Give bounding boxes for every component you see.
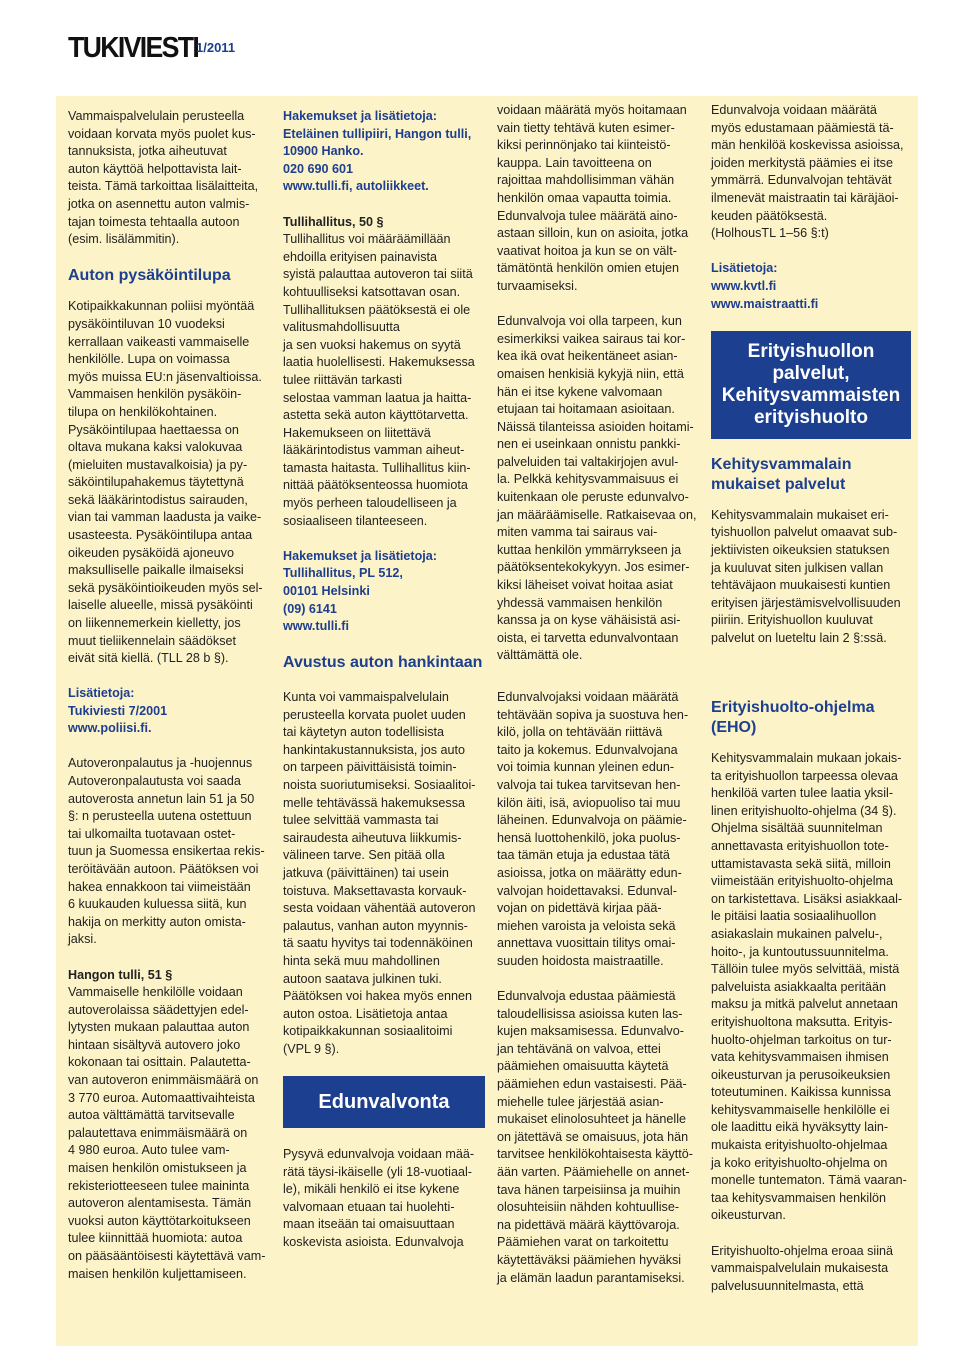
paragraph: Kunta voi vammaispalvelulain perusteella korvata puolet uuden tai käytetyn auton todellisista hankintakustannuksista, jos auto on tarpeen päivittäisistä toimin- noista suoriutumiseksi. Sosiaalitoi- melle tehtävässä hakemuksessa tulee selvittää vammasta tai sairaudesta aiheutuva liikkumis- välineen tarve. Sen pitää olla jatkuva (päivittäinen) tai usein toistuva. Maksettavasta korvauk- sesta voidaan vähentää autoveron palautus, vanhan auton myynnis- tä saatu hyvitys tai todennäköinen hinta sekä muu mahdollinen autoon saatava julkinen tuki. Päätöksen voi hakea myös ennen auton ostoa. Lisätietoja antaa kotipaikkakunnan sosiaalitoimi (VPL 9 §).	[283, 690, 476, 1056]
col1-bottom-block	[68, 685, 268, 1301]
contact-block: Hakemukset ja lisätietoja: Tullihallitus, PL 512, 00101 Helsinki (09) 6141 www.tulli.fi	[283, 548, 437, 634]
col2-top-block	[283, 108, 483, 685]
paragraph: Pysyvä edunvalvoja voidaan mää- rätä täysi-ikäiselle (yli 18-vuotiaal- le), mikäli henkilö ei itse kykene valvomaan etuaan tai huolehti- maan itseään tai omaisuuttaan koskevista asioista. Edunvalvoja	[283, 1147, 475, 1250]
info-links[interactable]: Tukiviesti 7/2001 www.poliisi.fi.	[68, 703, 168, 736]
paragraph: Erityishuolto-ohjelma eroaa siinä vammaispalvelulain mukaisesta palvelusuunnitelmasta, että	[711, 1243, 894, 1293]
col4-bottom-block	[711, 698, 911, 1313]
col3-top-block	[497, 102, 697, 683]
paragraph: Edunvalvoja voidaan määrätä myös edustamaan päämiestä tä- män henkilöä koskevissa asioissa, joiden merkitystä päämies ei itse ymmärrä. Edunvalvojan tehtävät ilmenevät maistraatin tai käräjäoi- keuden päätöksestä. (HolhousTL 1–56 §:t)	[711, 103, 904, 241]
paragraph: Autoveronpalautus ja -huojennus Autoveronpalautusta voi saada autoverosta annetun lain 51 ja 50 §: n perusteella uutena ostettuun tai ulkomailta tuotavaan ostet- tuun ja Suomessa ensikertaa rekis- teröitävään autoon. Päätöksen voi hakea ennakkoon tai viimeistään 6 kuukauden kuluessa siitä, kun hakija on merkitty auton omista- jaksi.	[68, 756, 265, 947]
paragraph: Vammaispalvelulain perusteella voidaan korvata myös puolet kus- tannuksista, jotka aiheutuvat auton käyttöä helpottavista lait- teista. Tämä tarkoittaa lisälaitteita, jotka on asennettu auton valmis- tajan toimesta tehtaalla autoon (esim. lisälämmitin).	[68, 109, 259, 247]
heading-eho: Erityishuolto-ohjelma (EHO)	[711, 699, 875, 736]
paragraph: Edunvalvojaksi voidaan määrätä tehtävään sopiva ja suostuva hen- kilö, jolla on tehtävään riittävä taito ja kokemus. Edunvalvojana voi toimia kunnan yleinen edun- valvoja tai tukea tarvitsevan hen- kilön äiti, isä, aviopuoliso tai muu läheinen. Edunvalvoja on päämie- hensä luottohenkilö, joka puolus- taa tämän etuja ja edustaa tätä asioissa, jotka on määrätty edun- valvojan hoidettavaksi. Edunval- vojan on pidettävä kirjaa pää- miehen varoista ja veloista sekä annettava vuosittain tilitys omai- suuden hoidosta maistraatille.	[497, 690, 689, 968]
heading-kvl-services: Kehitysvammalain mukaiset palvelut	[711, 455, 852, 493]
info-label: Lisätietoja:	[68, 686, 135, 700]
tullihallitus-heading: Tullihallitus, 50 §	[283, 214, 384, 229]
col1-top-block	[68, 108, 268, 685]
publication-title: TUKIVIESTI	[68, 32, 199, 64]
paragraph: Kehitysvammalain mukaan jokais- ta erityishuollon tarpeessa olevaa henkilöä varten tulee laatia yksil- linen erityishuolto-ohjelma (34 §). Ohjelma sisältää suunnitelman annettavasta erityishuollon tote- uttamistavasta sekä siitä, milloin viimeistään erityishuolto-ohjelma on tarkistettava. Lisäksi asiakkaal- le pitäisi laatia sosiaalihuollon asiakaslain mukainen palvelu-, hoito-, ja kuntoutussuunnitelma. Tällöin tulee myös selvittää, mistä palveluista asiakkaalta peritään maksu ja mitkä palvelut annetaan erityishuoltona maksutta. Erityis- huolto-ohjelman tarkoitus on tur- vata kehitysvammaisen ihmisen oikeusturvan ja perusoikeuksien toteutuminen. Kaikissa kunnissa kehitysvammaiselle henkilölle ei ole laadittu eikä hyväksytty lain- mukaista erityishuolto-ohjelmaa ja koko erityishuolto-ohjelma on monelle tuntematon. Tämä vaaran- taa kehitysvammaisen henkilön oikeusturvan.	[711, 751, 907, 1223]
special-care-title-box: Erityishuollon palvelut, Kehitysvammaisten erityishuolto	[711, 331, 911, 439]
col4-top-block	[711, 102, 911, 665]
paragraph: Vammaiselle henkilölle voidaan autoverolaissa säädettyjen edel- lytysten mukaan palauttaa auton hintaan sisältyvä autovero joko kokonaan tai osittain. Palautetta- van autoveron enimmäismäärä on 3 770 euroa. Automaattivaihteista autoa välttämättä tarvitsevalle palautettava enimmäismäärä on 4 980 euroa. Auto tulee vam- maisen henkilön omistukseen ja rekisteriotteeseen tulee maininta autoveron alentamisesta. Tämän vuoksi auton käyttötarkoitukseen tulee kiinnittää huomiota: autoa on pääsääntöisesti käytettävä vam- maisen henkilön kuljettamiseen.	[68, 985, 266, 1281]
contact-block: Hakemukset ja lisätietoja: Eteläinen tullipiiri, Hangon tulli, 10900 Hanko. 020 690 601 www.tulli.fi, autoliikkeet.	[283, 109, 472, 194]
paragraph: voidaan määrätä myös hoitamaan vain tietty tehtävä kuten esimer- kiksi perinnönjako tai kiinteistö- kauppa. Lain tavoitteena on rajoittaa mahdollisimman vähän henkilön omaa vapautta toimia. Edunvalvoja tulee määrätä aino- astaan silloin, kun on asioita, jotka vaativat hoitoa ja kun se on vält- tämätöntä henkilön omien etujen turvaamiseksi.	[497, 103, 689, 293]
paragraph: Tullihallitus voi määräämillään ehdoilla erityisen painavista syistä palauttaa autoveron tai siitä kohtuulliseksi katsottavan osan. Tullihallituksen päätöksestä ei ole valitusmahdollisuutta ja sen vuoksi hakemus on syytä laatia huolellisesti. Hakemuksessa tulee riittävän tarkasti selostaa vamman laatua ja haitta- astetta sekä auton käyttötarvetta. Hakemukseen on liitettävä lääkärintodistus vamman aiheut- tamasta haitasta. Tullihallitus kiin- nittää päätöksenteossa huomiota myös perheen taloudelliseen ja sosiaaliseen tilanteeseen.	[283, 232, 475, 528]
article-page	[56, 96, 918, 1346]
paragraph: Edunvalvoja edustaa päämiestä taloudellisissa asioissa kuten las- kujen maksamisessa. Edunvalvo- jan tehtävänä on valvoa, ettei päämiehen omaisuutta käytetä päämiehen edun vastaisesti. Pää- miehelle tulee järjestää asian- mukaiset elinolosuhteet ja hänelle on jätettävä se omaisuus, jota hän tarvitsee henkilökohtaisesta käyttö- ään varten. Päämiehelle on annet- tava hänen tarpeisiinsa ja muihin olosuhteisiin nähden kohtuullise- na pidettävä määrä käyttövaroja. Päämiehen varat on tarkoitettu käytettäväksi päämiehen hyväksi ja elämän laadun parantamiseksi.	[497, 989, 694, 1285]
issue-number: 1/2011	[196, 40, 236, 55]
hangon-tulli-heading: Hangon tulli, 51 §	[68, 967, 173, 982]
paragraph: Kotipaikkakunnan poliisi myöntää pysäköintiluvan 10 vuodeksi kerrallaan vaikeasti vammaiselle henkilölle. Lupa on voimassa myös muissa EU:n jäsenvaltioissa. Vammaisen henkilön pysäköin- tilupa on henkilökohtainen. Pysäköintilupaa haettaessa on oltava mukana kaksi valokuvaa (mieluiten mustavalkoisia) ja py- säköintilupahakemus täytettynä sekä lääkärintodistus sairauden, vian tai vamman laadusta ja vaike- usasteesta. Pysäköintilupa antaa oikeuden pysäköidä ajoneuvo maksulliselle paikalle ilmaiseksi sekä pysäköintioikeuden myös sel- laiselle alueelle, missä pysäköinti on liikennemerkein kielletty, jos muut tieliikennelain säädökset eivät sitä kiellä. (TLL 28 b §).	[68, 299, 263, 666]
heading-parking-permit: Auton pysäköintilupa	[68, 267, 231, 285]
info-links[interactable]: www.kvtl.fi www.maistraatti.fi	[711, 278, 819, 311]
heading-car-purchase-aid: Avustus auton hankintaan	[283, 654, 483, 672]
edunvalvonta-title-box: Edunvalvonta	[283, 1076, 485, 1128]
paragraph: Edunvalvoja voi olla tarpeen, kun esimerkiksi vaikea sairaus tai kor- kea ikä ovat heikentäneet asian- omaisen henkisiä kykyjä niin, että hän ei itse kykene valvomaan etujaan tai hoitamaan asioitaan. Näissä tilanteissa asioiden hoitami- nen ei useinkaan onnistu pankki- palveluiden tai valtakirjojen avul- la. Pelkkä kehitysvammaisuus ei kuitenkaan ole peruste edunvalvo- jan määräämiselle. Ratkaisevaa on, miten vamma tai sairaus vai- kuttaa henkilön ymmärrykseen ja päätöksentekokykyyn. Jos esimer- kiksi läheiset voivat hoitaa asiat yhdessä vammaisen henkilön kanssa ja on kyse vähäisistä asi- oista, ei tarvetta edunvalvontaan välttämättä ole.	[497, 314, 697, 663]
info-label: Lisätietoja:	[711, 261, 778, 276]
col2-bottom-block	[283, 689, 483, 1269]
col3-bottom-block	[497, 689, 697, 1305]
paragraph: Kehitysvammalain mukaiset eri- tyishuollon palvelut omaavat sub- jektiivisten oikeuksien statuksen ja kuuluvat siten julkisen vallan tehtäväjaon muukaisesti kuntien erityisen järjestämisvelvollisuuden piiriin. Erityishuollon kuuluvat palvelut on lueteltu lain 2 §:ssä.	[711, 507, 901, 645]
